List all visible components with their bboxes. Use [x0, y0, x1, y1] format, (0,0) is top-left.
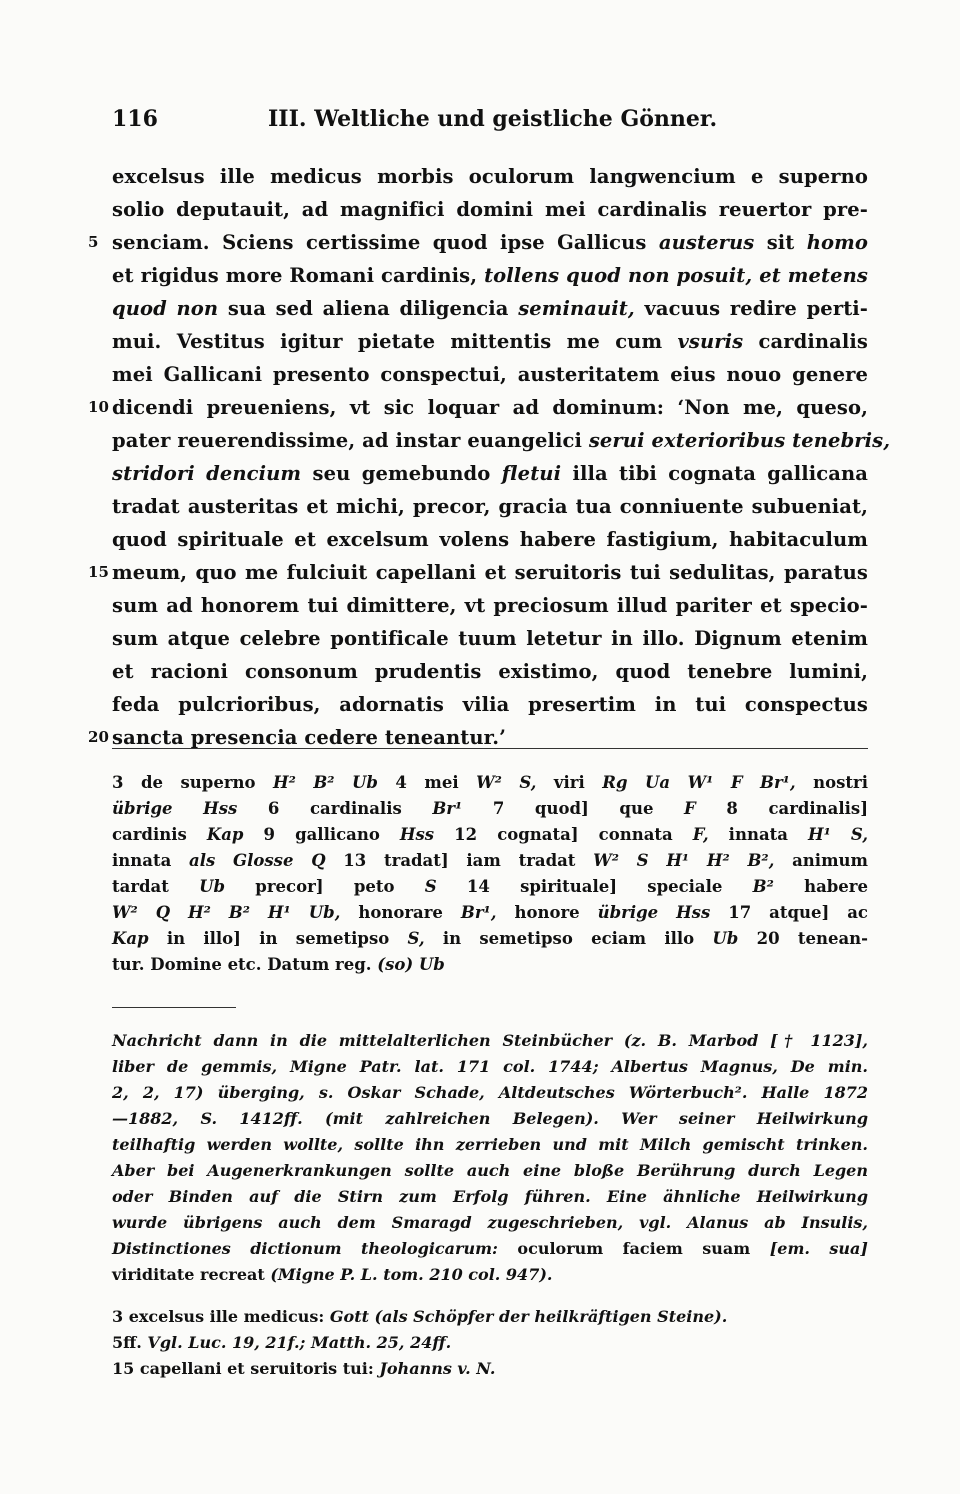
- apparatus-segment: innata: [112, 851, 190, 870]
- line-text: [112, 226, 868, 259]
- apparatus-segment: in illo] in semetipso: [148, 929, 408, 948]
- note-line: [112, 1236, 868, 1262]
- text-segment: vsuris: [677, 330, 744, 353]
- note-line: [112, 1184, 868, 1210]
- apparatus-segment: S,: [407, 929, 425, 948]
- text-line: [88, 721, 868, 754]
- note-segment: Nachricht dann in die mittelalterlichen Steinbücher (z. B. Marbod [† 1123],: [112, 1031, 868, 1050]
- text-segment: seu gemebundo: [301, 462, 502, 485]
- note-segment: —1882, S. 1412ff. (mit zahlreichen Belegen). Wer seiner Heilwirkung: [112, 1109, 868, 1128]
- apparatus-segment: Kap: [112, 929, 149, 948]
- apparatus-segment: honorare: [340, 903, 461, 922]
- text-apparatus-divider: [112, 748, 868, 749]
- line-number: 10: [88, 398, 110, 416]
- apparatus-line: [112, 770, 868, 796]
- note-segment: liber de gemmis, Migne Patr. lat. 171 col. 1744; Albertus Magnus, De min.: [112, 1057, 868, 1076]
- reference-line: [112, 1330, 868, 1356]
- note-segment: oculorum faciem suam: [497, 1239, 770, 1258]
- reference-line: [112, 1304, 868, 1330]
- line-number: 15: [88, 563, 110, 581]
- text-segment: quod spirituale et excelsum volens habere fastigium, habitaculum: [112, 528, 868, 551]
- text-segment: cardinalis: [743, 330, 868, 353]
- apparatus-segment: übrige Hss: [112, 799, 238, 818]
- apparatus-segment: Kap: [206, 825, 244, 844]
- text-segment: senciam. Sciens certissime quod ipse Gallicus: [112, 231, 659, 254]
- apparatus-segment: 4 mei: [377, 773, 477, 792]
- apparatus-segment: B²: [752, 877, 774, 896]
- text-segment: dicendi preueniens, vt sic loquar ad dominum: ‘Non me, queso,: [112, 396, 868, 419]
- text-line: [112, 160, 868, 193]
- text-segment: sum ad honorem tui dimittere, vt preciosum illud pariter et specio-: [112, 594, 868, 617]
- text-segment: et rigidus more Romani cardinis,: [112, 264, 485, 287]
- text-line: [112, 259, 868, 292]
- line-text: [112, 688, 868, 721]
- reference-segment: 5ff.: [112, 1333, 148, 1352]
- line-text: [112, 160, 868, 193]
- reference-line: [112, 1356, 868, 1382]
- text-line: [112, 457, 868, 490]
- text-segment: sua sed aliena diligencia: [218, 297, 519, 320]
- text-segment: homo: [806, 231, 868, 254]
- critical-apparatus: [112, 770, 868, 978]
- line-text: [112, 655, 868, 688]
- text-line: [112, 490, 868, 523]
- line-number: 20: [88, 728, 110, 746]
- reference-segment: 15 capellani et seruitoris tui:: [112, 1359, 380, 1378]
- apparatus-segment: in semetipso eciam illo: [424, 929, 713, 948]
- note-segment: viriditate recreat: [112, 1265, 271, 1284]
- apparatus-line: [112, 874, 868, 900]
- apparatus-segment: Rg Ua W¹ F Br¹,: [602, 773, 796, 792]
- apparatus-segment: 6 cardinalis: [237, 799, 433, 818]
- text-line: [112, 688, 868, 721]
- apparatus-segment: precor] peto: [225, 877, 425, 896]
- line-text: [112, 358, 868, 391]
- commentary-notes: [112, 1028, 868, 1288]
- apparatus-segment: (so) Ub: [377, 955, 445, 974]
- apparatus-segment: Ub: [712, 929, 739, 948]
- apparatus-segment: H² B² Ub: [273, 773, 378, 792]
- note-segment: teilhaftig werden wollte, sollte ihn zerrieben und mit Milch gemischt trinken.: [112, 1135, 868, 1154]
- text-segment: pater reuerendissime, ad instar euangelici: [112, 429, 589, 452]
- apparatus-segment: honore: [496, 903, 598, 922]
- text-segment: tollens quod non posuit, et metens: [484, 264, 868, 287]
- line-text: [112, 589, 868, 622]
- line-text: [112, 523, 868, 556]
- apparatus-segment: 20 tenean-: [738, 929, 868, 948]
- note-line: [112, 1262, 868, 1288]
- apparatus-segment: S: [424, 877, 437, 896]
- text-line: [112, 655, 868, 688]
- text-segment: quod non: [112, 297, 219, 320]
- apparatus-segment: als Glosse Q: [189, 851, 326, 870]
- running-title: III. Weltliche und geistliche Gönner.: [268, 106, 718, 132]
- text-line: [88, 226, 868, 259]
- text-line: [112, 325, 868, 358]
- apparatus-segment: F,: [692, 825, 709, 844]
- text-line: [112, 622, 868, 655]
- text-segment: stridori dencium: [112, 462, 302, 485]
- note-segment: Distinctiones dictionum theologicarum:: [112, 1239, 498, 1258]
- line-text: [112, 721, 868, 754]
- apparatus-line: [112, 796, 868, 822]
- apparatus-segment: 13 tradat] iam tradat: [325, 851, 594, 870]
- text-segment: mei Gallicani presento conspectui, austeritatem eius nouo genere: [112, 363, 868, 386]
- note-line: [112, 1132, 868, 1158]
- text-segment: meum, quo me fulciuit capellani et seruitoris tui sedulitas, paratus: [112, 561, 868, 584]
- apparatus-segment: übrige Hss: [597, 903, 711, 922]
- text-segment: solio deputauit, ad magnifici domini mei cardinalis reuertor pre-: [112, 198, 868, 221]
- text-line: [112, 358, 868, 391]
- line-text: [112, 193, 868, 226]
- reference-segment: Gott (als Schöpfer der heilkräftigen Steine).: [329, 1307, 728, 1326]
- text-segment: sum atque celebre pontificale tuum letetur in illo. Dignum etenim: [112, 627, 868, 650]
- apparatus-segment: 9 gallicano: [243, 825, 400, 844]
- apparatus-segment: W² S H¹ H² B²,: [593, 851, 775, 870]
- text-segment: et racioni consonum prudentis existimo, quod tenebre lumini,: [112, 660, 868, 683]
- text-segment: feda pulcrioribus, adornatis vilia presertim in tui conspectus: [112, 693, 868, 716]
- apparatus-segment: 3 de superno: [112, 773, 274, 792]
- note-segment: 2, 2, 17) überging, s. Oskar Schade, Altdeutsches Wörterbuch². Halle 1872: [112, 1083, 868, 1102]
- reference-segment: 3 excelsus ille medicus:: [112, 1307, 330, 1326]
- line-text: [112, 622, 868, 655]
- apparatus-line: [112, 900, 868, 926]
- text-segment: illa tibi cognata gallicana: [561, 462, 868, 485]
- line-text: [112, 457, 868, 490]
- main-text: [88, 160, 891, 754]
- line-text: [112, 424, 891, 457]
- apparatus-line: [112, 848, 868, 874]
- note-line: [112, 1028, 868, 1054]
- line-text: [112, 490, 868, 523]
- reference-segment: Johanns v. N.: [379, 1359, 496, 1378]
- text-segment: fletui: [501, 462, 562, 485]
- text-line: [88, 391, 868, 424]
- apparatus-line: [112, 926, 868, 952]
- apparatus-segment: cardinis: [112, 825, 207, 844]
- apparatus-segment: F: [684, 799, 696, 818]
- line-text: [112, 259, 868, 292]
- text-line: [112, 424, 891, 457]
- text-segment: vacuus redire perti-: [634, 297, 868, 320]
- note-segment: Aber bei Augenerkrankungen sollte auch eine bloße Berührung durch Legen: [112, 1161, 868, 1180]
- apparatus-segment: 8 cardinalis]: [695, 799, 869, 818]
- apparatus-segment: 14 spirituale] speciale: [436, 877, 753, 896]
- text-segment: tradat austeritas et michi, precor, gracia tua conniuente subueniat,: [112, 495, 868, 518]
- apparatus-segment: Br¹,: [460, 903, 497, 922]
- line-text: [112, 391, 868, 424]
- apparatus-segment: innata: [708, 825, 809, 844]
- note-line: [112, 1158, 868, 1184]
- apparatus-segment: viri: [536, 773, 603, 792]
- apparatus-segment: tur. Domine etc. Datum reg.: [112, 955, 378, 974]
- text-line: [112, 193, 868, 226]
- note-line: [112, 1106, 868, 1132]
- text-segment: austerus: [658, 231, 755, 254]
- text-line: [112, 589, 868, 622]
- apparatus-segment: animum: [774, 851, 868, 870]
- apparatus-segment: nostri: [795, 773, 869, 792]
- text-line: [112, 523, 868, 556]
- apparatus-line: [112, 822, 868, 848]
- line-references: [112, 1304, 868, 1382]
- note-segment: (Migne P. L. tom. 210 col. 947).: [270, 1265, 553, 1284]
- text-segment: sit: [754, 231, 807, 254]
- apparatus-segment: 17 atque] ac: [710, 903, 868, 922]
- apparatus-segment: 12 cognata] connata: [434, 825, 693, 844]
- apparatus-segment: Hss: [399, 825, 435, 844]
- text-segment: seminauit,: [518, 297, 635, 320]
- footnote-divider: [112, 1007, 236, 1008]
- text-segment: serui exterioribus tenebris,: [588, 429, 891, 452]
- text-segment: excelsus ille medicus morbis oculorum langwencium e superno: [112, 165, 868, 188]
- note-line: [112, 1080, 868, 1106]
- note-line: [112, 1210, 868, 1236]
- note-segment: [em. sua]: [769, 1239, 868, 1258]
- line-text: [112, 556, 868, 589]
- apparatus-segment: W² Q H² B² H¹ Ub,: [112, 903, 341, 922]
- line-number: 5: [88, 233, 99, 251]
- page-number: 116: [112, 106, 158, 132]
- note-segment: oder Binden auf die Stirn zum Erfolg führen. Eine ähnliche Heilwirkung: [112, 1187, 868, 1206]
- reference-segment: Vgl. Luc. 19, 21f.; Matth. 25, 24ff.: [147, 1333, 452, 1352]
- text-line: [112, 292, 868, 325]
- apparatus-segment: H¹ S,: [808, 825, 868, 844]
- apparatus-segment: W² S,: [476, 773, 537, 792]
- apparatus-segment: habere: [773, 877, 868, 896]
- apparatus-line: [112, 952, 868, 978]
- text-segment: mui. Vestitus igitur pietate mittentis me cum: [112, 330, 678, 353]
- line-text: [112, 325, 868, 358]
- apparatus-segment: Ub: [199, 877, 226, 896]
- apparatus-segment: 7 quod] que: [462, 799, 685, 818]
- note-segment: wurde übrigens auch dem Smaragd zugeschrieben, vgl. Alanus ab Insulis,: [112, 1213, 868, 1232]
- text-segment: sancta presencia cedere teneantur.’: [112, 726, 507, 749]
- note-line: [112, 1054, 868, 1080]
- apparatus-segment: tardat: [112, 877, 200, 896]
- line-text: [112, 292, 868, 325]
- text-line: [88, 556, 868, 589]
- apparatus-segment: Br¹: [432, 799, 463, 818]
